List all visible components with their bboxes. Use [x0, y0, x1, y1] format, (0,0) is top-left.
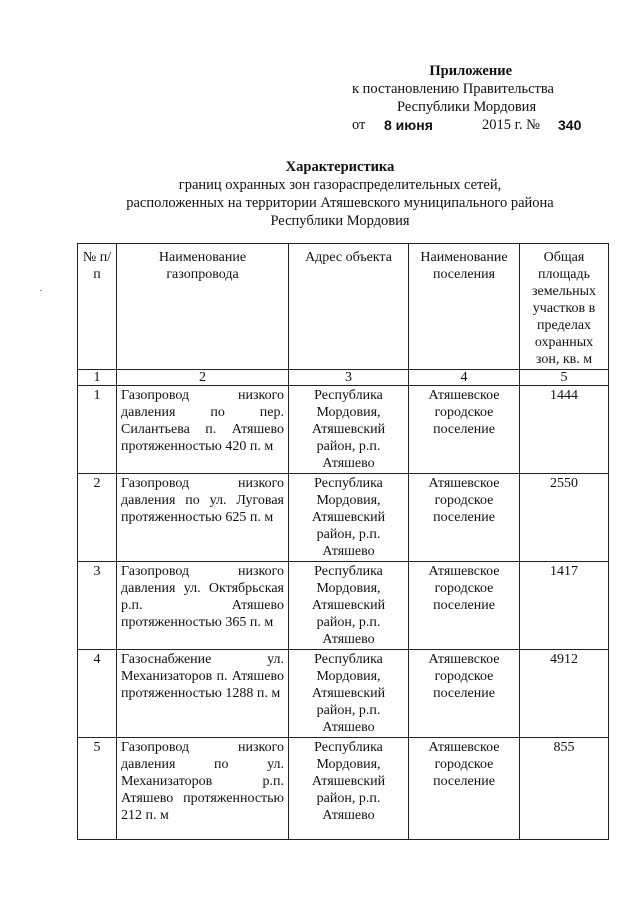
appendix-date-line	[352, 116, 582, 136]
column-number: 3	[289, 370, 409, 386]
settlement-name: Атяшевское городское поселение	[409, 562, 520, 650]
pipeline-name: Газопровод низкого давления ул. Октябрьская р.п. Атяшево протяженностью 365 п. м	[117, 562, 289, 650]
appendix-line-1: к постановлению Правительства	[352, 81, 554, 97]
pipeline-name: Газоснабжение ул. Механизаторов п. Атяшево протяженностью 1288 п. м	[117, 650, 289, 738]
heading-line-2: расположенных на территории Атяшевского муниципального района	[126, 195, 554, 211]
row-number: 3	[78, 562, 117, 650]
column-number: 4	[409, 370, 520, 386]
heading-title: Характеристика	[285, 159, 395, 175]
column-header-area: Общая площадь земельных участков в пределах охранных зон, кв. м	[520, 244, 609, 370]
row-number: 5	[78, 738, 117, 840]
column-number-row	[78, 370, 609, 386]
heading-line-3: Республики Мордовия	[270, 213, 410, 229]
column-number: 1	[78, 370, 117, 386]
object-address: Республика Мордовия, Атяшевский район, р.п. Атяшево	[289, 650, 409, 738]
column-header-number: № п/п	[78, 244, 117, 370]
settlement-name: Атяшевское городское поселение	[409, 650, 520, 738]
table-header-row	[78, 244, 609, 370]
characteristics-table	[77, 243, 609, 840]
area-value: 1417	[520, 562, 609, 650]
area-value: 2550	[520, 474, 609, 562]
table-row	[78, 562, 609, 650]
row-number: 2	[78, 474, 117, 562]
settlement-name: Атяшевское городское поселение	[409, 386, 520, 474]
year-label: 2015 г. №	[482, 117, 541, 133]
appendix-header	[352, 62, 582, 136]
area-value: 4912	[520, 650, 609, 738]
document-heading	[60, 158, 620, 230]
table-row	[78, 650, 609, 738]
table-row	[78, 386, 609, 474]
column-header-pipeline: Наименование газопровода	[117, 244, 289, 370]
row-number: 4	[78, 650, 117, 738]
row-number: 1	[78, 386, 117, 474]
settlement-name: Атяшевское городское поселение	[409, 738, 520, 840]
column-header-address: Адрес объекта	[289, 244, 409, 370]
appendix-line-2: Республики Мордовия	[397, 99, 537, 115]
table-row	[78, 738, 609, 840]
table-row	[78, 474, 609, 562]
column-number: 2	[117, 370, 289, 386]
appendix-title: Приложение	[429, 63, 512, 79]
pipeline-name: Газопровод низкого давления по пер. Силантьева п. Атяшево протяженностью 420 п. м	[117, 386, 289, 474]
column-header-settlement: Наименование поселения	[409, 244, 520, 370]
heading-line-1: границ охранных зон газораспределительных сетей,	[178, 177, 502, 193]
handwritten-date: 8 июня	[384, 117, 433, 133]
object-address: Республика Мордовия, Атяшевский район, р.п. Атяшево	[289, 562, 409, 650]
area-value: 1444	[520, 386, 609, 474]
scan-mark	[40, 290, 42, 291]
object-address: Республика Мордовия, Атяшевский район, р.п. Атяшево	[289, 474, 409, 562]
settlement-name: Атяшевское городское поселение	[409, 474, 520, 562]
handwritten-number: 340	[558, 117, 582, 133]
pipeline-name: Газопровод низкого давления по ул. Механизаторов р.п. Атяшево протяженностью 212 п. м	[117, 738, 289, 840]
object-address: Республика Мордовия, Атяшевский район, р.п. Атяшево	[289, 386, 409, 474]
from-label: от	[352, 117, 366, 133]
column-number: 5	[520, 370, 609, 386]
area-value: 855	[520, 738, 609, 840]
pipeline-name: Газопровод низкого давления по ул. Луговая протяженностью 625 п. м	[117, 474, 289, 562]
object-address: Республика Мордовия, Атяшевский район, р.п. Атяшево	[289, 738, 409, 840]
